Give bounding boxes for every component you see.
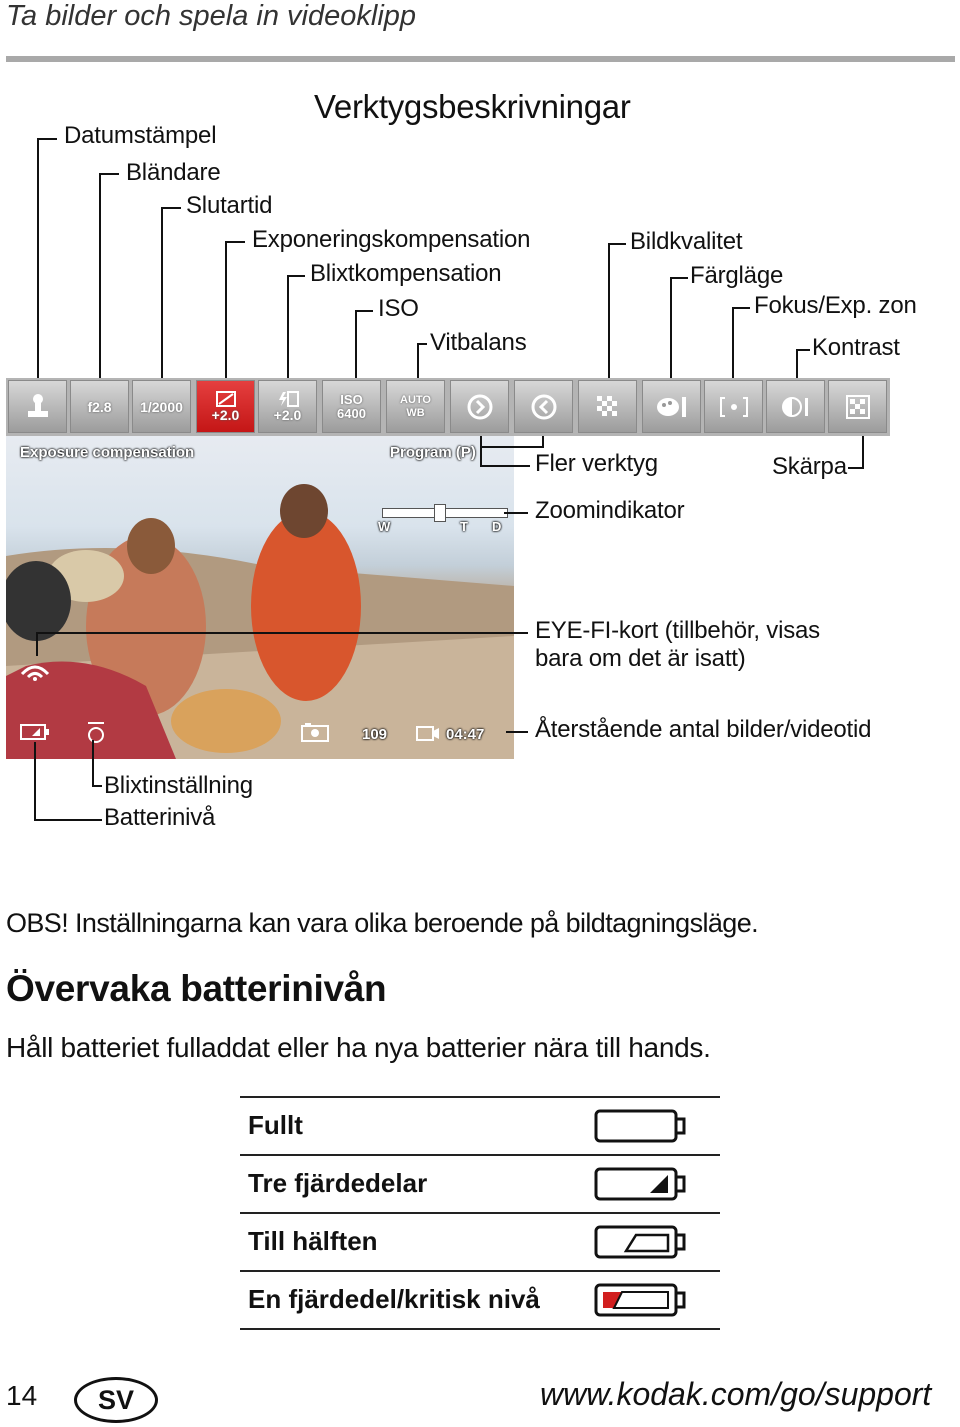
page-number: 14 (6, 1380, 38, 1411)
leader-line (34, 819, 102, 821)
leader-line (34, 742, 36, 820)
eyefi-icon (20, 660, 50, 682)
label-bildkvalitet: Bildkvalitet (630, 228, 743, 255)
label-iso: ISO (378, 295, 419, 322)
exposure-compensation-button[interactable] (196, 380, 255, 433)
camera-toolbar (6, 378, 890, 436)
exposure-value: +2.0 (211, 406, 240, 423)
video-time-remaining: 04:47 (446, 726, 485, 743)
leader-line (608, 243, 626, 245)
leader-line (480, 436, 482, 466)
leader-line (355, 310, 357, 380)
iso-button[interactable] (322, 380, 381, 433)
label-blixtinstallning: Blixtinställning (104, 772, 253, 799)
image-quality-icon[interactable] (578, 380, 637, 433)
contrast-icon[interactable] (766, 380, 825, 433)
sharpness-icon[interactable] (828, 380, 887, 433)
label-skarpa: Skärpa (772, 453, 847, 480)
battery-full-icon (592, 1106, 688, 1146)
camera-preview-photo (6, 436, 514, 759)
label-datumstampel: Datumstämpel (64, 122, 217, 149)
battery-three-quarters-icon (592, 1164, 688, 1204)
label-zoomindikator: Zoomindikator (535, 497, 685, 524)
leader-line (480, 465, 516, 467)
battery-level-label: Fullt (248, 1110, 303, 1140)
leader-line (848, 467, 864, 469)
white-balance-button[interactable] (386, 380, 445, 433)
zoom-w-label: W (378, 519, 391, 534)
leader-line (504, 512, 528, 514)
battery-level-label: En fjärdedel/kritisk nivå (248, 1284, 540, 1314)
note-text: OBS! Inställningarna kan vara olika beroende på bildtagningsläge. (6, 908, 759, 938)
leader-line (92, 740, 94, 786)
leader-line (99, 173, 101, 380)
label-batteriniva: Batterinivå (104, 804, 216, 831)
iso-label: ISO (340, 391, 363, 407)
zoom-t-label: T (460, 519, 468, 534)
shots-remaining: 109 (362, 726, 388, 743)
leader-line (732, 307, 734, 380)
shutter-speed-button[interactable]: 1/2000 (132, 380, 191, 433)
flash-comp-icon (277, 391, 299, 407)
leader-line (480, 446, 544, 448)
leader-line (225, 241, 245, 243)
leader-line (670, 277, 672, 380)
zoom-slider-knob[interactable] (434, 504, 446, 522)
language-badge: SV (74, 1377, 158, 1423)
battery-half-icon (592, 1222, 688, 1262)
page-header-title: Ta bilder och spela in videoklipp (6, 0, 417, 32)
iso-value: 6400 (337, 405, 366, 421)
leader-line (36, 632, 38, 656)
support-url[interactable]: www.kodak.com/go/support (540, 1376, 932, 1412)
leader-line (732, 307, 750, 309)
section-heading: Övervaka batterinivån (6, 968, 387, 1009)
leader-line (608, 243, 610, 380)
label-blandare: Bländare (126, 159, 221, 186)
leader-line (99, 173, 119, 175)
date-stamp-icon[interactable] (8, 380, 67, 433)
color-mode-icon[interactable] (642, 380, 701, 433)
more-tools-right-icon[interactable] (450, 380, 509, 433)
table-row (240, 1154, 720, 1212)
program-mode-overlay: Program (P) (390, 444, 476, 461)
leader-line (287, 275, 305, 277)
wb-label-top: AUTO (400, 393, 431, 406)
flash-setting-icon (84, 720, 108, 744)
aperture-button[interactable]: f2.8 (70, 380, 129, 433)
exposure-icon (216, 391, 236, 407)
leader-line (796, 349, 810, 351)
label-eyefi-line2: bara om det är isatt) (535, 645, 746, 672)
wb-label-bottom: WB (406, 406, 425, 419)
flash-compensation-button[interactable] (258, 380, 317, 433)
label-fargläge: Färgläge (690, 262, 784, 289)
table-row (240, 1212, 720, 1270)
leader-line (796, 349, 798, 380)
label-vitbalans: Vitbalans (430, 329, 527, 356)
battery-critical-icon (592, 1280, 688, 1320)
label-exponering: Exponeringskompensation (252, 226, 531, 253)
leader-line (161, 207, 163, 380)
leader-line (287, 275, 289, 380)
label-slutartid: Slutartid (186, 192, 273, 219)
zoom-d-label: D (492, 519, 502, 534)
battery-level-label: Till hälften (248, 1226, 378, 1256)
camera-mode-icon (300, 722, 330, 742)
table-row (240, 1096, 720, 1154)
label-kontrast: Kontrast (812, 334, 900, 361)
photo-illustration (6, 436, 514, 759)
flash-comp-value: +2.0 (273, 406, 302, 423)
table-row (240, 1270, 720, 1330)
leader-line (417, 343, 419, 380)
label-fler-verktyg: Fler verktyg (535, 450, 658, 477)
leader-line (862, 436, 864, 468)
leader-line (161, 207, 181, 209)
leader-line (37, 138, 39, 380)
more-tools-left-icon[interactable] (514, 380, 573, 433)
leader-line (506, 731, 528, 733)
leader-line (417, 343, 427, 345)
mode-text-overlay: Exposure compensation (20, 444, 195, 461)
leader-line (37, 138, 57, 140)
battery-level-table (240, 1096, 720, 1330)
video-icon (416, 724, 440, 742)
label-aterstaende: Återstående antal bilder/videotid (535, 716, 872, 743)
leader-line (36, 632, 528, 634)
label-blixtkomp: Blixtkompensation (310, 260, 502, 287)
battery-status-icon (20, 722, 50, 742)
leader-line (355, 310, 373, 312)
diagram-title: Verktygsbeskrivningar (314, 88, 631, 125)
battery-level-label: Tre fjärdedelar (248, 1168, 428, 1198)
focus-zone-icon[interactable] (704, 380, 763, 433)
label-fokus: Fokus/Exp. zon (754, 292, 917, 319)
leader-line (92, 785, 102, 787)
leader-line (514, 465, 530, 467)
label-eyefi-line1: EYE-FI-kort (tillbehör, visas (535, 617, 820, 644)
leader-line (670, 277, 688, 279)
header-rule (6, 56, 955, 62)
leader-line (225, 241, 227, 380)
leader-line (542, 436, 544, 446)
section-paragraph: Håll batteriet fulladdat eller ha nya batterier nära till hands. (6, 1032, 711, 1063)
